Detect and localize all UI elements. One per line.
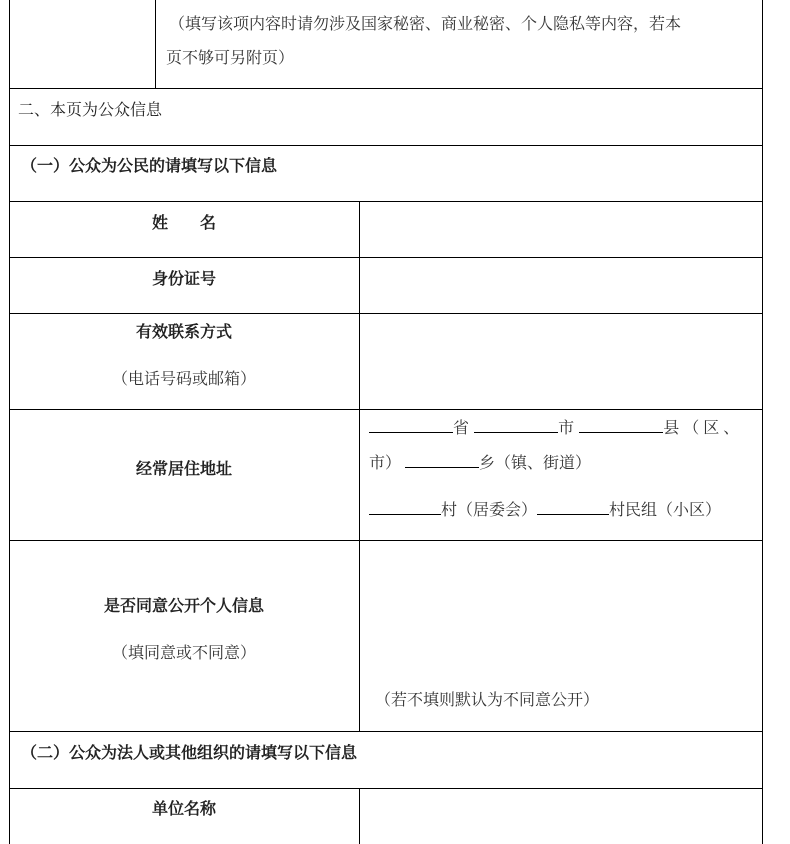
id-number-field[interactable]	[360, 258, 762, 313]
org-subtitle: （二）公众为法人或其他组织的请填写以下信息	[21, 743, 358, 762]
unit-name-label: 单位名称	[151, 799, 216, 818]
id-number-label: 身份证号	[151, 269, 216, 288]
county-text: 县（区、	[663, 418, 744, 437]
top-note-line1: （填写该项内容时请勿涉及国家秘密、商业秘密、个人隐私等内容，若本	[169, 14, 682, 33]
address-line1	[369, 418, 743, 438]
contact-label: 有效联系方式	[135, 322, 232, 341]
address-line2	[369, 453, 591, 473]
row-divider	[9, 409, 763, 410]
name-field[interactable]	[360, 202, 762, 257]
unit-name-field[interactable]	[360, 789, 762, 844]
table-left-border	[9, 0, 10, 844]
town-blank[interactable]	[405, 453, 479, 468]
contact-hint: （电话号码或邮箱）	[111, 369, 256, 388]
province-text: 省	[453, 418, 470, 437]
table-right-border	[762, 0, 763, 844]
top-note-line2: 页不够可另附页）	[166, 48, 295, 67]
group-text: 村民组（小区）	[609, 500, 722, 519]
name-label: 姓 名	[151, 213, 216, 232]
city-text: 市	[558, 418, 575, 437]
consent-field[interactable]	[360, 541, 762, 681]
city-blank[interactable]	[474, 418, 558, 433]
row-divider	[9, 731, 763, 732]
public-info-form	[9, 0, 763, 844]
address-line3	[369, 500, 721, 520]
consent-label: 是否同意公开个人信息	[103, 596, 264, 615]
address-label: 经常居住地址	[135, 459, 232, 478]
village-text: 村（居委会）	[441, 500, 538, 519]
row-divider	[9, 88, 763, 89]
section-title: 二、本页为公众信息	[18, 100, 163, 119]
consent-default-note: （若不填则默认为不同意公开）	[375, 690, 600, 709]
consent-hint: （填同意或不同意）	[111, 643, 256, 662]
group-blank[interactable]	[537, 500, 609, 515]
county-blank[interactable]	[579, 418, 663, 433]
citizen-subtitle: （一）公众为公民的请填写以下信息	[21, 156, 278, 175]
town-text: 乡（镇、街道）	[479, 453, 592, 472]
contact-field[interactable]	[360, 314, 762, 409]
column-divider	[155, 0, 156, 88]
county-cont-text: 市）	[369, 453, 402, 472]
province-blank[interactable]	[369, 418, 453, 433]
row-divider	[9, 145, 763, 146]
village-blank[interactable]	[369, 500, 441, 515]
